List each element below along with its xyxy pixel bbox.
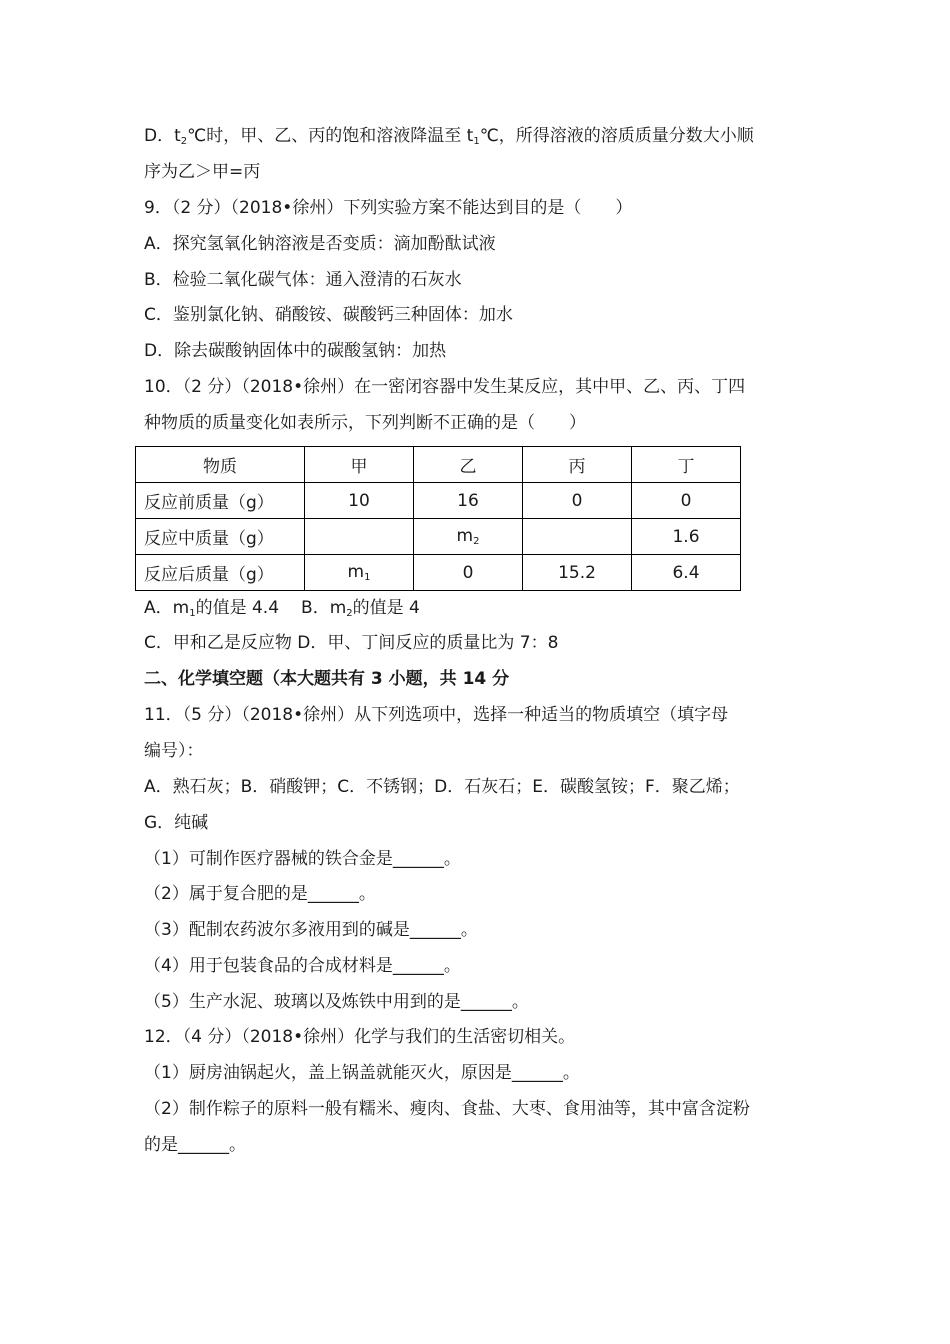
table-header-cell: 物质 bbox=[136, 447, 305, 483]
table-header-cell: 丁 bbox=[632, 447, 741, 483]
q11-choices-line1: A．熟石灰；B．硝酸钾；C．不锈钢；D．石灰石；E．碳酸氢铵；F．聚乙烯； bbox=[144, 777, 740, 797]
q11-item-2: （2）属于复合肥的是______。 bbox=[144, 884, 376, 904]
text-segment: 的值是 4 bbox=[352, 598, 420, 618]
q8-option-d-line2: 序为乙＞甲=丙 bbox=[144, 162, 261, 182]
text-segment: ℃，所得溶液的溶质质量分数大小顺 bbox=[479, 126, 754, 146]
table-row bbox=[136, 519, 741, 555]
q11-item-5: （5）生产水泥、玻璃以及炼铁中用到的是______。 bbox=[144, 992, 529, 1012]
q9-option-a: A．探究氢氧化钠溶液是否变质：滴加酚酞试液 bbox=[144, 234, 496, 254]
cell-text: m bbox=[347, 562, 365, 582]
table-row-header: 反应后质量（g） bbox=[136, 555, 305, 591]
subscript: 2 bbox=[180, 136, 188, 147]
q9-stem: 9．（2 分）（2018•徐州）下列实验方案不能达到目的是（ ） bbox=[144, 198, 633, 218]
subscript: 2 bbox=[473, 536, 480, 547]
section-title: 二、化学填空题（本大题共有 3 小题，共 14 分 bbox=[144, 669, 510, 689]
q12-item-2-line1: （2）制作粽子的原料一般有糯米、瘦肉、食盐、大枣、食用油等，其中富含淀粉 bbox=[144, 1099, 750, 1119]
q11-item-1: （1）可制作医疗器械的铁合金是______。 bbox=[144, 849, 461, 869]
table-cell bbox=[305, 555, 414, 591]
table-cell: 0 bbox=[523, 483, 632, 519]
table-header-cell: 甲 bbox=[305, 447, 414, 483]
table-cell: 0 bbox=[632, 483, 741, 519]
subscript: 2 bbox=[346, 608, 353, 619]
subscript: 1 bbox=[189, 608, 196, 619]
q10-options-ab bbox=[144, 596, 814, 626]
q12-item-2-line2: 的是______。 bbox=[144, 1135, 246, 1155]
q9-option-b: B．检验二氧化碳气体：通入澄清的石灰水 bbox=[144, 270, 462, 290]
text-segment: B．m bbox=[301, 598, 347, 618]
q12-stem: 12．（4 分）（2018•徐州）化学与我们的生活密切相关。 bbox=[144, 1027, 576, 1047]
subscript: 1 bbox=[473, 136, 480, 147]
table-header-cell: 丙 bbox=[523, 447, 632, 483]
subscript: 1 bbox=[364, 572, 371, 583]
q11-stem-line1: 11．（5 分）（2018•徐州）从下列选项中，选择一种适当的物质填空（填字母 bbox=[144, 705, 729, 725]
table-cell: 10 bbox=[305, 483, 414, 519]
table-cell: 0 bbox=[414, 555, 523, 591]
mass-change-table bbox=[135, 446, 741, 591]
table-cell: 16 bbox=[414, 483, 523, 519]
text-segment: 的值是 4.4 bbox=[195, 598, 280, 618]
q11-item-3: （3）配制农药波尔多液用到的碱是______。 bbox=[144, 920, 478, 940]
table-header-cell: 乙 bbox=[414, 447, 523, 483]
q12-item-1: （1）厨房油锅起火，盖上锅盖就能灭火，原因是______。 bbox=[144, 1063, 580, 1083]
table-row-header: 反应前质量（g） bbox=[136, 483, 305, 519]
q11-stem-line2: 编号）： bbox=[144, 741, 204, 761]
table-row bbox=[136, 483, 741, 519]
table-row-header: 反应中质量（g） bbox=[136, 519, 305, 555]
q9-option-c: C．鉴别氯化钠、硝酸铵、碳酸钙三种固体：加水 bbox=[144, 305, 513, 325]
table-cell bbox=[523, 519, 632, 555]
q10-stem-line1: 10．（2 分）（2018•徐州）在一密闭容器中发生某反应，其中甲、乙、丙、丁四 bbox=[144, 377, 746, 397]
table-cell bbox=[414, 519, 523, 555]
q10-stem-line2: 种物质的质量变化如表所示，下列判断不正确的是（ ） bbox=[144, 413, 586, 433]
table-row bbox=[136, 555, 741, 591]
q8-option-d-line1 bbox=[144, 124, 814, 154]
table-header-row bbox=[136, 447, 741, 483]
table-cell: 6.4 bbox=[632, 555, 741, 591]
table-cell: 15.2 bbox=[523, 555, 632, 591]
q9-option-d: D．除去碳酸钠固体中的碳酸氢钠：加热 bbox=[144, 341, 447, 361]
q11-choices-line2: G．纯碱 bbox=[144, 813, 209, 833]
q11-item-4: （4）用于包装食品的合成材料是______。 bbox=[144, 956, 461, 976]
text-segment: ℃时，甲、乙、丙的饱和溶液降温至 t bbox=[187, 126, 474, 146]
cell-text: m bbox=[456, 526, 474, 546]
table-cell: 1.6 bbox=[632, 519, 741, 555]
text-segment: A．m bbox=[144, 598, 190, 618]
text-segment: D．t bbox=[144, 126, 181, 146]
table-cell bbox=[305, 519, 414, 555]
q10-options-cd: C．甲和乙是反应物 D．甲、丁间反应的质量比为 7：8 bbox=[144, 633, 559, 653]
